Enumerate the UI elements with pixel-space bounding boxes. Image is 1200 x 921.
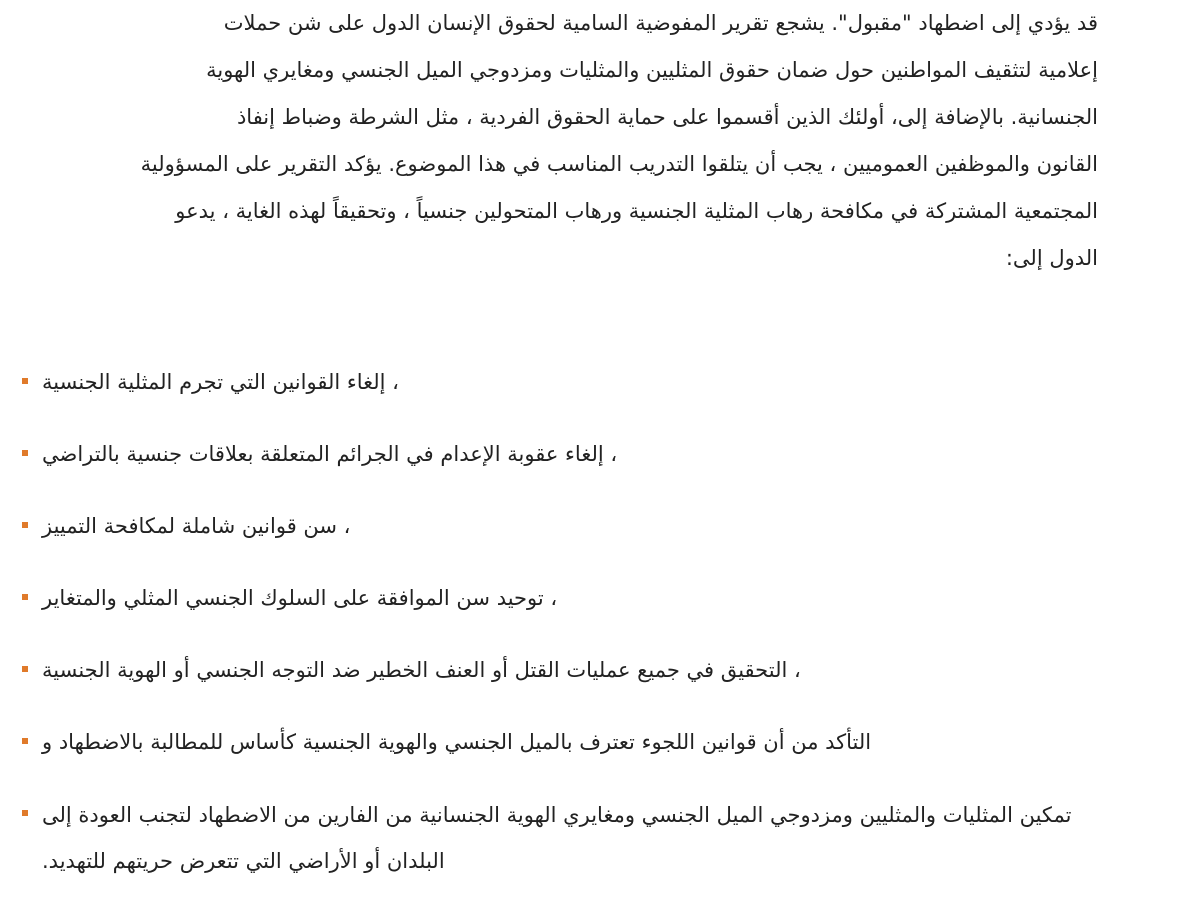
list-item	[30, 576, 1130, 620]
bullet-marker-icon	[22, 594, 28, 600]
list-item-text: ، إلغاء عقوبة الإعدام في الجرائم المتعلقة بعلاقات جنسية بالتراضي	[42, 442, 618, 466]
list-item	[30, 792, 1130, 884]
intro-line: قد يؤدي إلى اضطهاد "مقبول". يشجع تقرير المفوضية السامية لحقوق الإنسان الدول على شن حملات	[223, 11, 1098, 35]
intro-line: الدول إلى:	[1005, 246, 1098, 270]
intro-line: المجتمعية المشتركة في مكافحة رهاب المثلية الجنسية ورهاب المتحولين جنسياً ، وتحقيقاً لهذه الغاية ، يدعو	[175, 199, 1098, 223]
intro-paragraph	[0, 0, 1098, 282]
bullet-marker-icon	[22, 666, 28, 672]
recommendations-list	[30, 360, 1130, 912]
list-item-text: ، توحيد سن الموافقة على السلوك الجنسي المثلي والمتغاير	[42, 586, 558, 610]
intro-line: الجنسانية. بالإضافة إلى، أولئك الذين أقسموا على حماية الحقوق الفردية ، مثل الشرطة وضباط إنفاذ	[236, 105, 1098, 129]
intro-line: القانون والموظفين العموميين ، يجب أن يتلقوا التدريب المناسب في هذا الموضوع. يؤكد التقرير على المسؤولية	[140, 152, 1098, 176]
intro-line: إعلامية لتثقيف المواطنين حول ضمان حقوق المثليين والمثليات ومزدوجي الميل الجنسي ومغايري الهوية	[206, 58, 1098, 82]
list-item-text: ، إلغاء القوانين التي تجرم المثلية الجنسية	[42, 370, 399, 394]
list-item-text: تمكين المثليات والمثليين ومزدوجي الميل الجنسي ومغايري الهوية الجنسانية من الفارين من الاضطهاد لتجنب العودة إلى البلدان أو الأراضي التي تتعرض حريتهم للتهديد.	[42, 803, 1072, 873]
bullet-marker-icon	[22, 522, 28, 528]
list-item	[30, 720, 1130, 764]
bullet-marker-icon	[22, 810, 28, 816]
list-item	[30, 360, 1130, 404]
bullet-marker-icon	[22, 450, 28, 456]
bullet-marker-icon	[22, 738, 28, 744]
list-item	[30, 504, 1130, 548]
bullet-marker-icon	[22, 378, 28, 384]
list-item	[30, 432, 1130, 476]
list-item-text: ، التحقيق في جميع عمليات القتل أو العنف الخطير ضد التوجه الجنسي أو الهوية الجنسية	[42, 658, 801, 682]
list-item	[30, 648, 1130, 692]
list-item-text: التأكد من أن قوانين اللجوء تعترف بالميل الجنسي والهوية الجنسية كأساس للمطالبة بالاضطهاد و	[42, 730, 872, 754]
list-item-text: ، سن قوانين شاملة لمكافحة التمييز	[42, 514, 351, 538]
